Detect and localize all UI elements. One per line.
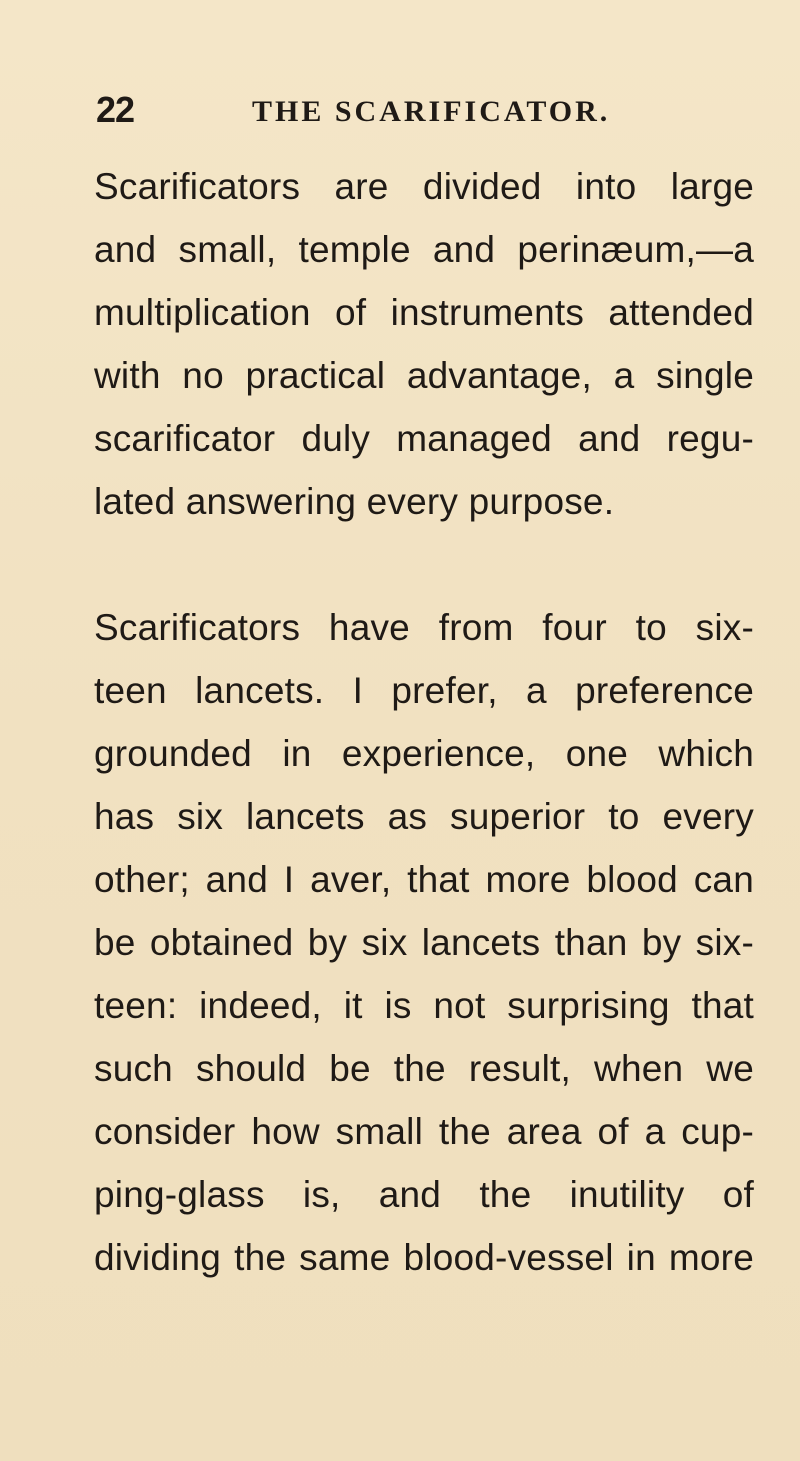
text-line: with no practical advantage, a single (94, 355, 754, 396)
text-line: ping-glass is, and the inutility of (94, 1174, 754, 1215)
text-line: scarificator duly managed and regu- (94, 418, 754, 459)
page-number: 22 (96, 89, 135, 130)
text-line: teen lancets. I prefer, a preference (94, 670, 754, 711)
text-line: and small, temple and perinæum,—a (94, 229, 754, 270)
text-line: be obtained by six lancets than by six- (94, 922, 754, 963)
text-line: Scarificators are divided into large (94, 166, 754, 207)
text-line: lated answering every purpose. (94, 481, 615, 522)
text-line: grounded in experience, one which (94, 733, 754, 774)
paragraph-2 (94, 596, 754, 1289)
text-line: has six lancets as superior to every (94, 796, 754, 837)
text-line: dividing the same blood-vessel in more (94, 1237, 754, 1278)
text-line: teen: indeed, it is not surprising that (94, 985, 754, 1026)
running-head (96, 88, 756, 138)
paragraph-1 (94, 155, 754, 533)
text-line: such should be the result, when we (94, 1048, 754, 1089)
text-line: Scarificators have from four to six- (94, 607, 754, 648)
text-line: other; and I aver, that more blood can (94, 859, 754, 900)
body-text (94, 155, 754, 1289)
text-line: consider how small the area of a cup- (94, 1111, 754, 1152)
text-line: multiplication of instruments attended (94, 292, 754, 333)
running-title: THE SCARIFICATOR. (252, 95, 611, 128)
